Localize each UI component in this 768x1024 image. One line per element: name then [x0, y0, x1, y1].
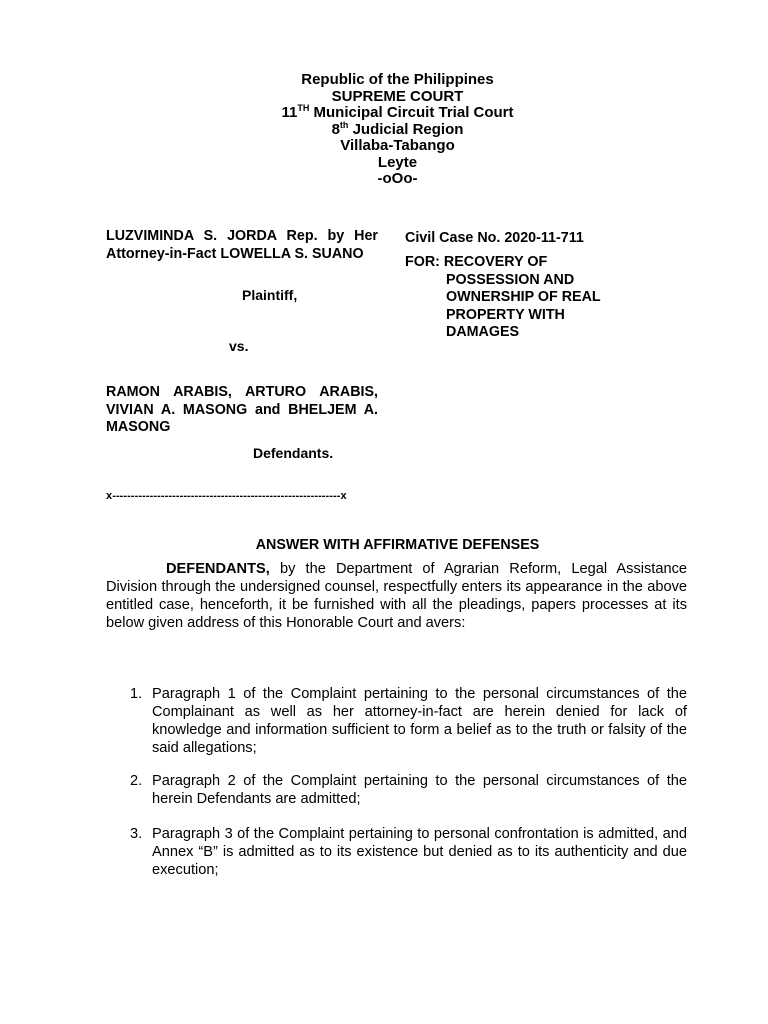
intro-paragraph — [106, 560, 687, 632]
header-province: Leyte — [377, 153, 418, 171]
plaintiff-label: Plaintiff, — [242, 287, 298, 303]
case-nature-line: FOR: RECOVERY OF — [405, 254, 548, 270]
paragraph-number: 2. — [130, 773, 143, 789]
document-title: ANSWER WITH AFFIRMATIVE DEFENSES — [255, 537, 540, 553]
header-judicial-region: 8th Judicial Region — [331, 119, 464, 138]
defendants-names: RAMON ARABIS, ARTURO ARABIS, VIVIAN A. MASONG and BHELJEM A. MASONG — [106, 384, 378, 435]
intro-lead: DEFENDANTS, — [166, 561, 270, 577]
paragraph-text: Paragraph 3 of the Complaint pertaining to personal confrontation is admitted, and Annex “B” is admitted as to its existence but denied as to its authenticity and due execution; — [152, 826, 687, 878]
case-nature-line: DAMAGES — [446, 324, 520, 340]
case-nature-line: PROPERTY WITH — [446, 306, 565, 323]
header-supreme-court: SUPREME COURT — [331, 87, 464, 105]
header-republic: Republic of the Philippines — [301, 71, 494, 88]
header-court-name: 11TH Municipal Circuit Trial Court — [281, 103, 514, 121]
paragraph-number: 3. — [130, 826, 143, 842]
paragraph-text: Paragraph 1 of the Complaint pertaining to the personal circumstances of the Complainant as well as her attorney-in-fact are herein denied for lack of knowledge and information sufficient to form a belief as to the truth or falsity of the said allegations; — [152, 686, 687, 756]
case-nature-line: OWNERSHIP OF REAL — [446, 289, 601, 305]
plaintiff-name: LUZVIMINDA S. JORDA Rep. by Her Attorney-in-Fact LOWELLA S. SUANO — [106, 228, 378, 262]
numbered-paragraph — [106, 772, 687, 808]
case-number: Civil Case No. 2020-11-711 — [405, 230, 584, 246]
numbered-paragraph — [106, 825, 687, 879]
intro-body: by the Department of Agrarian Reform, Legal Assistance Division through the undersigned counsel, respectfully enters its appearance in the above entitled case, henceforth, it be furnished with all the pleadings, papers processes at its below given address of this Honorable Court and avers: — [106, 561, 687, 631]
case-nature-line: POSSESSION AND — [446, 271, 575, 288]
header-municipality: Villaba-Tabango — [340, 137, 455, 154]
defendants-label: Defendants. — [253, 445, 334, 461]
paragraph-text: Paragraph 2 of the Complaint pertaining to the personal circumstances of the herein Defendants are admitted; — [152, 773, 687, 807]
versus-label: vs. — [229, 338, 249, 354]
numbered-paragraph — [106, 685, 687, 757]
case-nature — [405, 254, 601, 342]
caption-separator: x-------------------------------------------------------------x — [106, 490, 347, 502]
header-ornament: -oOo- — [377, 170, 418, 187]
court-header — [0, 72, 768, 188]
paragraph-number: 1. — [130, 686, 143, 702]
